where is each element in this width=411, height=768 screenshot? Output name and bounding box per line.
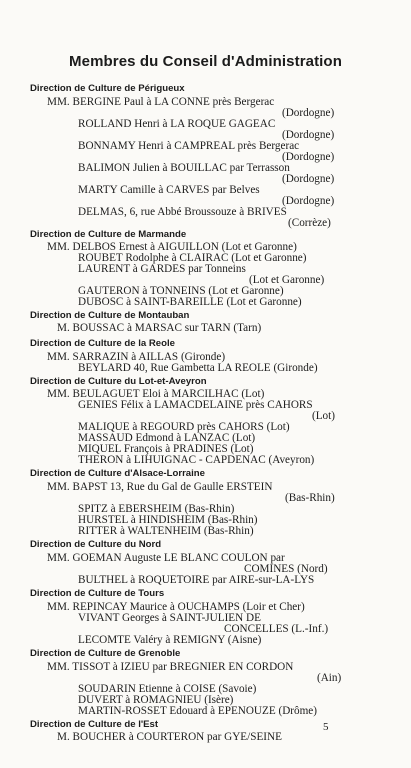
section-heading: Direction de Culture de Montauban (30, 310, 190, 321)
section-heading: Direction de Culture de l'Est (30, 719, 159, 730)
section-heading: Direction de Culture de Tours (30, 588, 165, 599)
member-line: (Dordogne) (282, 195, 335, 207)
member-line: BULTHEL à ROQUETOIRE par AIRE-sur-LA-LYS (78, 574, 315, 586)
member-line: (Lot et Garonne) (249, 274, 325, 286)
member-line: DELMAS, 6, rue Abbé Broussouze à BRIVES (78, 206, 287, 218)
member-line: BONNAMY Henri à CAMPREAL près Bergerac (78, 140, 300, 152)
member-line: (Dordogne) (282, 107, 335, 119)
member-line: GAUTERON à TONNEINS (Lot et Garonne) (78, 285, 284, 297)
section-heading: Direction de Culture de Grenoble (30, 648, 181, 659)
member-line: (Corrèze) (288, 217, 331, 229)
section-heading: Direction de Culture de Périgueux (30, 83, 185, 94)
member-line: DUVERT à ROMAGNIEU (Isère) (78, 694, 234, 706)
member-line: MM. GOEMAN Auguste LE BLANC COULON par (47, 552, 285, 564)
member-line: (Ain) (317, 672, 342, 684)
member-line: (Bas-Rhin) (285, 492, 335, 504)
member-line: BALIMON Julien à BOUILLAC par Terrasson (78, 162, 290, 174)
section-heading: Direction de Culture du Nord (30, 539, 162, 550)
member-line: COMINES (Nord) (244, 563, 328, 575)
member-line: (Dordogne) (282, 129, 335, 141)
member-line: MM. BAPST 13, Rue du Gal de Gaulle ERSTEIN (47, 481, 273, 493)
member-line: MM. BEULAGUET Eloi à MARCILHAC (Lot) (47, 388, 265, 400)
member-line: (Dordogne) (282, 151, 335, 163)
section-heading: Direction de Culture de la Reole (30, 338, 176, 349)
member-line: (Dordogne) (282, 173, 335, 185)
member-line: MASSAUD Edmond à LANZAC (Lot) (78, 432, 256, 444)
member-line: MARTY Camille à CARVES par Belves (78, 184, 260, 196)
member-line: MIQUEL François à PRADINES (Lot) (78, 443, 254, 455)
page-number: 5 (323, 721, 329, 733)
member-line: CONCELLES (L.-Inf.) (224, 623, 329, 635)
member-line: LECOMTE Valéry à REMIGNY (Aisne) (78, 634, 262, 646)
member-line: MM. SARRAZIN à AILLAS (Gironde) (47, 351, 226, 363)
section-heading: Direction de Culture d'Alsace-Lorraine (30, 468, 206, 479)
member-line: MARTIN-ROSSET Edouard à EPENOUZE (Drôme) (78, 705, 317, 717)
member-line: VIVANT Georges à SAINT-JULIEN DE (78, 612, 261, 624)
member-line: ROUBET Rodolphe à CLAIRAC (Lot et Garonne) (78, 252, 307, 264)
member-line: HURSTEL à HINDISHEIM (Bas-Rhin) (78, 514, 258, 526)
member-line: MALIQUE à REGOURD près CAHORS (Lot) (78, 421, 290, 433)
member-line: THERON à LIHUIGNAC - CAPDENAC (Aveyron) (78, 454, 315, 466)
member-line: M. BOUCHER à COURTERON par GYE/SEINE (57, 731, 282, 743)
member-line: (Lot) (312, 410, 335, 422)
member-line: SOUDARIN Etienne à COISE (Savoie) (78, 683, 257, 695)
member-line: LAURENT à GARDES par Tonneins (78, 263, 246, 275)
member-line: MM. BERGINE Paul à LA CONNE près Bergerac (47, 96, 275, 108)
member-line: GENIES Félix à LAMACDELAINE près CAHORS (78, 399, 313, 411)
member-line: BEYLARD 40, Rue Gambetta LA REOLE (Gironde) (78, 362, 318, 374)
member-line: MM. DELBOS Ernest à AIGUILLON (Lot et Garonne) (47, 241, 297, 253)
member-line: RITTER à WALTENHEIM (Bas-Rhin) (78, 525, 254, 537)
section-heading: Direction de Culture du Lot-et-Aveyron (30, 376, 207, 387)
member-line: DUBOSC à SAINT-BAREILLE (Lot et Garonne) (78, 296, 302, 308)
section-heading: Direction de Culture de Marmande (30, 229, 187, 240)
member-line: M. BOUSSAC à MARSAC sur TARN (Tarn) (57, 322, 262, 334)
member-line: SPITZ à EBERSHEIM (Bas-Rhin) (78, 503, 235, 515)
member-line: MM. REPINCAY Maurice à OUCHAMPS (Loir et Cher) (47, 601, 305, 613)
member-line: ROLLAND Henri à LA ROQUE GAGEAC (78, 118, 276, 130)
member-line: MM. TISSOT à IZIEU par BREGNIER EN CORDON (47, 661, 294, 673)
page-title: Membres du Conseil d'Administration (69, 53, 342, 70)
